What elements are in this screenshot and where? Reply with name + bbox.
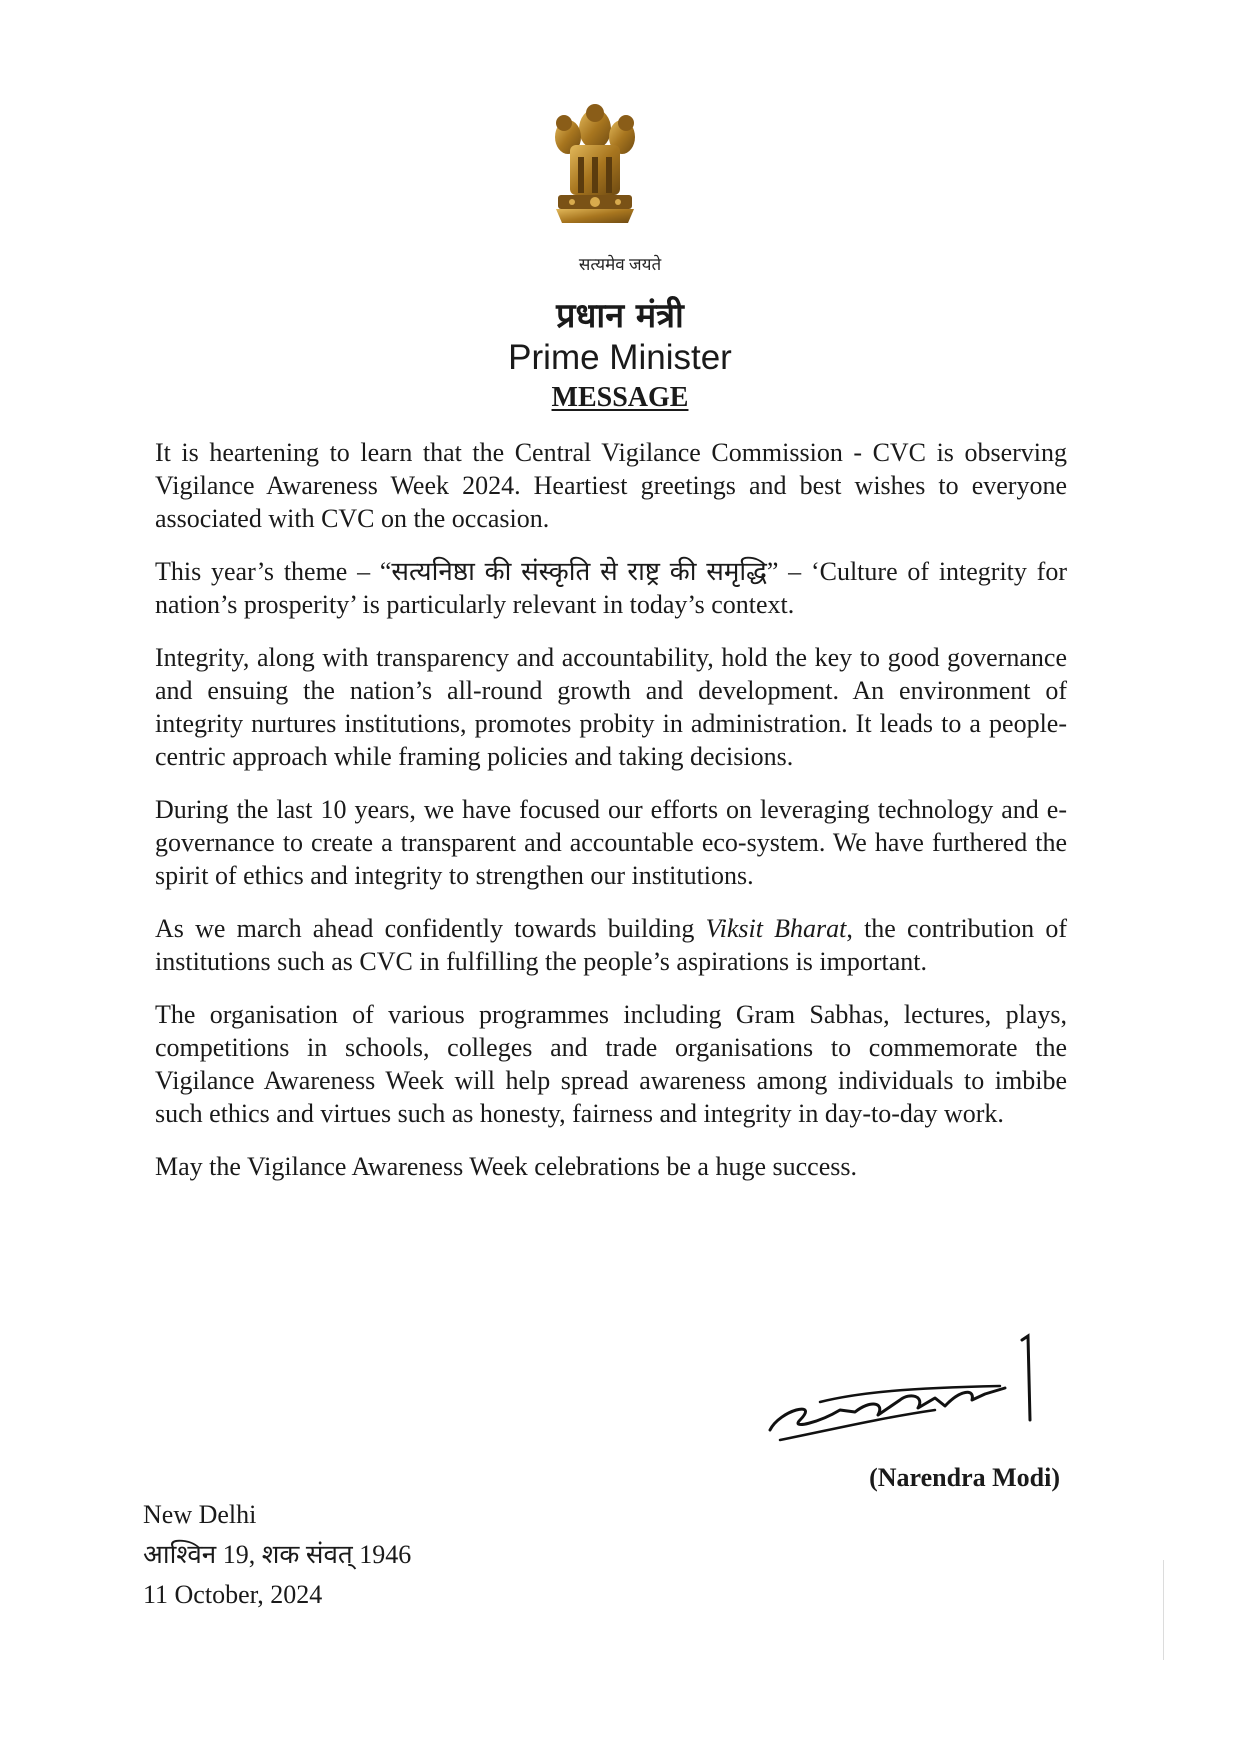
- message-body: [155, 436, 1067, 1203]
- paragraph-1: It is heartening to learn that the Central Vigilance Commission - CVC is observing Vigilance Awareness Week 2024. Heartiest greetings and best wishes to everyone associated with CVC on the occasion.: [155, 438, 1067, 533]
- signatory-name: (Narendra Modi): [869, 1463, 1060, 1492]
- national-emblem-icon: [540, 95, 650, 255]
- paragraph-7: May the Vigilance Awareness Week celebrations be a huge success.: [155, 1152, 857, 1181]
- office-title-hindi: प्रधान मंत्री: [556, 296, 684, 336]
- paragraph-6: The organisation of various programmes including Gram Sabhas, lectures, plays, competitions in schools, colleges and trade organisations to commemorate the Vigilance Awareness Week will help spread awareness among individuals to imbibe such ethics and virtues such as honesty, fairness and integrity in day-to-day work.: [155, 1000, 1067, 1128]
- paragraph-2: This year’s theme – “सत्यनिष्ठा की संस्कृति से राष्ट्र की समृद्धि” – ‘Culture of integrity for nation’s prosperity’ is particularly relevant in today’s context.: [155, 557, 1067, 619]
- date-hindi: आश्विन 19, शक संवत् 1946: [143, 1540, 412, 1569]
- paragraph-5-start: As we march ahead confidently towards building: [155, 914, 706, 943]
- place-date-block: [143, 1495, 411, 1615]
- place: New Delhi: [143, 1500, 257, 1529]
- viksit-bharat-phrase: Viksit Bharat: [705, 914, 847, 943]
- national-motto: सत्यमेव जयते: [578, 255, 662, 274]
- paragraph-5: [155, 912, 1067, 978]
- office-title-english: Prime Minister: [508, 338, 732, 377]
- date-english: 11 October, 2024: [143, 1580, 323, 1609]
- paragraph-3: Integrity, along with transparency and accountability, hold the key to good governance and ensuing the nation’s all-round growth and development. An environment of integrity nurtures institutions, promotes probity in administration. It leads to a people-centric approach while framing policies and taking decisions.: [155, 643, 1067, 771]
- paragraph-4: During the last 10 years, we have focused our efforts on leveraging technology and e-governance to create a transparent and accountable eco-system. We have furthered the spirit of ethics and integrity to strengthen our institutions.: [155, 795, 1067, 890]
- signature-icon: [760, 1330, 1060, 1460]
- message-heading: MESSAGE: [551, 382, 689, 413]
- paragraph-5-end: , the contribution of institutions such as CVC in fulfilling the people’s aspirations is important.: [155, 914, 1067, 976]
- scan-edge-line: [1163, 1560, 1164, 1660]
